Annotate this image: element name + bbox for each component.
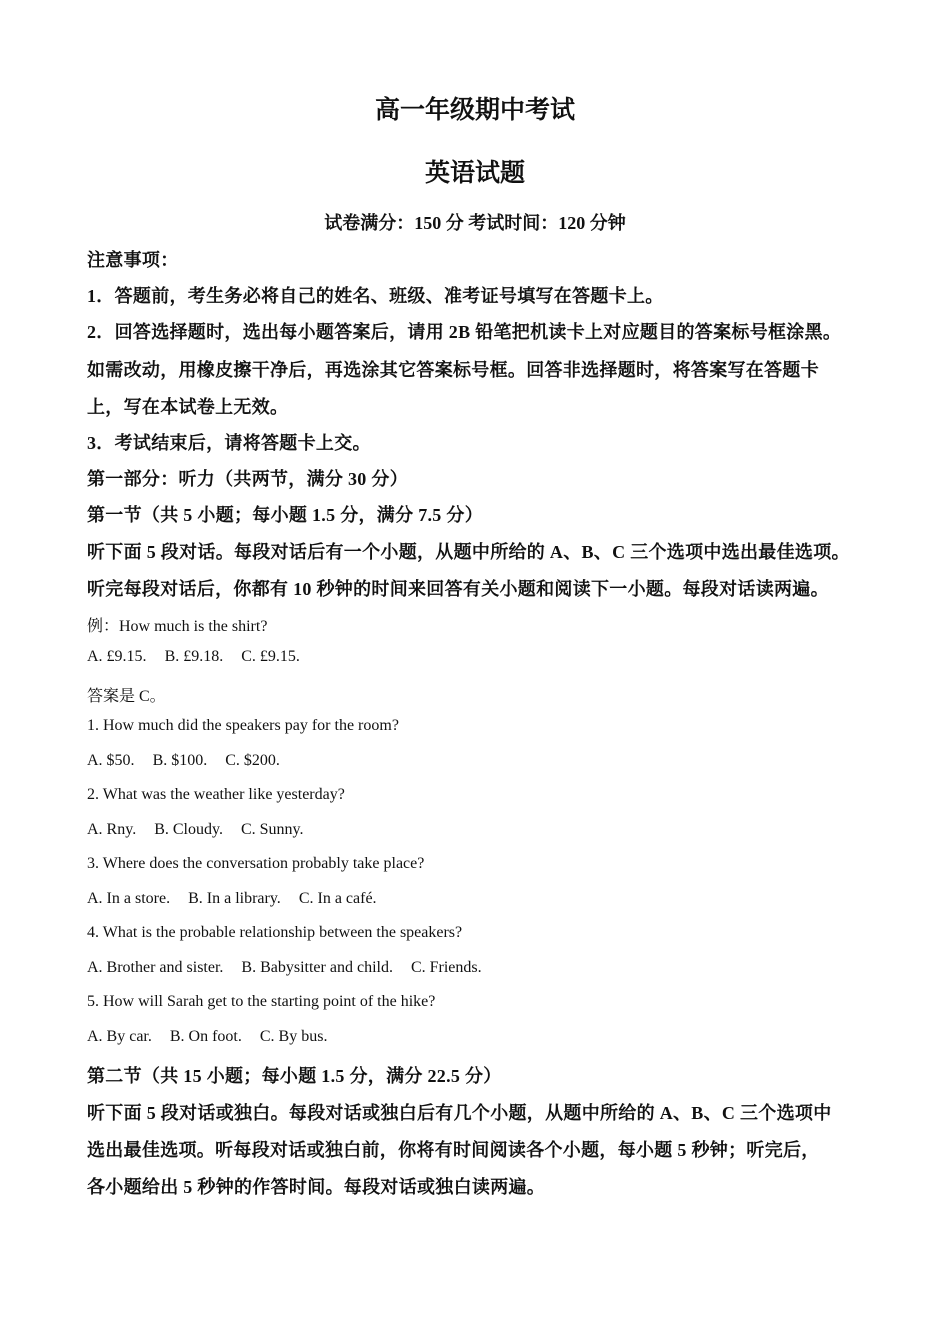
- option-c: C. Friends.: [410, 959, 482, 976]
- option-a: A. In a store.: [87, 890, 171, 907]
- section2-instruction-line-3: 各小题给出 5 秒钟的作答时间。每段对话或独白读两遍。: [87, 1177, 546, 1197]
- section2-heading: 第二节（共 15 小题；每小题 1.5 分，满分 22.5 分）: [87, 1066, 502, 1086]
- section1-instruction-line-1: 听下面 5 段对话。每段对话后有一个小题，从题中所给的 A、B、C 三个选项中选出最佳选项。: [87, 542, 850, 562]
- question-3-options: [87, 890, 880, 908]
- option-c: C. Sunny.: [240, 821, 304, 838]
- example-question: 例：How much is the shirt?: [87, 618, 268, 635]
- question-5-options: [87, 1028, 880, 1046]
- question-4-options: [87, 959, 880, 977]
- question-1: 1. How much did the speakers pay for the room?: [87, 717, 399, 734]
- section2-instruction-line-2: 选出最佳选项。听每段对话或独白前，你将有时间阅读各个小题，每小题 5 秒钟；听完后，: [87, 1140, 820, 1160]
- example-answer: 答案是 C。: [87, 688, 166, 705]
- exam-subject: 英语试题: [424, 160, 525, 187]
- notice-heading: 注意事项：: [87, 250, 179, 270]
- option-c: C. In a café.: [298, 890, 377, 907]
- section1-heading: 第一节（共 5 小题；每小题 1.5 分，满分 7.5 分）: [87, 505, 483, 525]
- option-b: B. £9.18.: [164, 648, 224, 665]
- part1-heading: 第一部分：听力（共两节，满分 30 分）: [87, 469, 408, 489]
- option-b: B. On foot.: [169, 1028, 242, 1045]
- option-c: C. By bus.: [259, 1028, 328, 1045]
- option-a: A. Rny.: [87, 821, 137, 838]
- question-3: 3. Where does the conversation probably take place?: [87, 855, 425, 872]
- option-c: C. £9.15.: [241, 648, 300, 665]
- option-a: A. £9.15.: [87, 648, 147, 665]
- exam-info: 试卷满分：150 分 考试时间：120 分钟: [324, 213, 626, 233]
- notice-item-2-line-2: 如需改动，用橡皮擦干净后，再选涂其它答案标号框。回答非选择题时，将答案写在答题卡: [87, 360, 819, 380]
- question-5: 5. How will Sarah get to the starting point of the hike?: [87, 993, 436, 1010]
- question-2: 2. What was the weather like yesterday?: [87, 786, 345, 803]
- option-b: B. $100.: [152, 752, 208, 769]
- question-2-options: [87, 821, 880, 839]
- option-b: B. Babysitter and child.: [241, 959, 393, 976]
- section2-instruction-line-1: 听下面 5 段对话或独白。每段对话或独白后有几个小题，从题中所给的 A、B、C 三个选项中: [87, 1103, 832, 1123]
- exam-title: 高一年级期中考试: [374, 97, 575, 124]
- example-options: [87, 648, 880, 666]
- option-b: B. Cloudy.: [154, 821, 223, 838]
- question-4: 4. What is the probable relationship between the speakers?: [87, 924, 463, 941]
- notice-item-1: 1．答题前，考生务必将自己的姓名、班级、准考证号填写在答题卡上。: [87, 286, 664, 306]
- section1-instruction-line-2: 听完每段对话后，你都有 10 秒钟的时间来回答有关小题和阅读下一小题。每段对话读两遍。: [87, 579, 829, 599]
- option-b: B. In a library.: [188, 890, 281, 907]
- option-c: C. $200.: [225, 752, 280, 769]
- option-a: A. By car.: [87, 1028, 152, 1045]
- notice-item-2-line-3: 上，写在本试卷上无效。: [87, 397, 289, 417]
- notice-item-3: 3．考试结束后，请将答题卡上交。: [87, 433, 371, 453]
- option-a: A. $50.: [87, 752, 135, 769]
- option-a: A. Brother and sister.: [87, 959, 224, 976]
- notice-item-2-line-1: 2．回答选择题时，选出每小题答案后，请用 2B 铅笔把机读卡上对应题目的答案标号框涂黑。: [87, 322, 842, 342]
- question-1-options: [87, 752, 880, 770]
